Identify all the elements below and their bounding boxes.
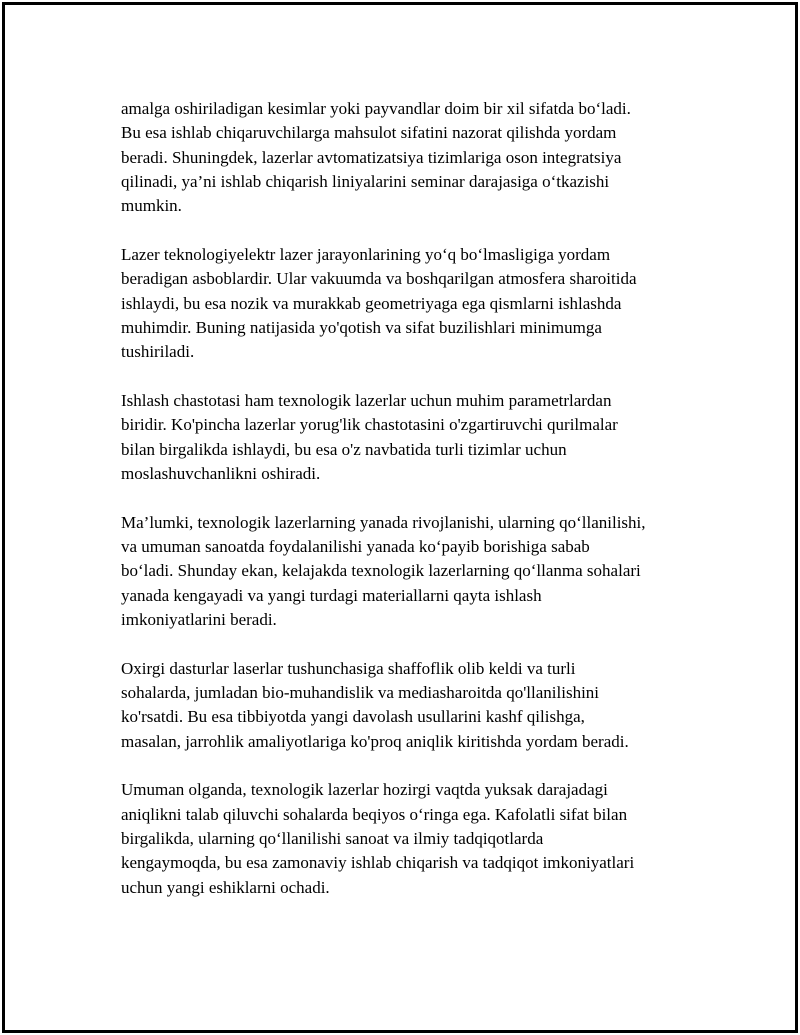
paragraph-4: Ma’lumki, texnologik lazerlarning yanada rivojlanishi, ularning qo‘llanilishi, va umuman sanoatda foydalanilishi yanada ko‘payib borishiga sabab bo‘ladi. Shunday ekan, kelajakda texnologik lazerlarning qo‘llanma sohalari yanada kengayadi va yangi turdagi materiallarni qayta ishlash imkoniyatlarini beradi.	[121, 512, 646, 629]
paragraph-2: Lazer teknologiyelektr lazer jarayonlarining yo‘q bo‘lmasligiga yordam beradigan asboblardir. Ular vakuumda va boshqarilgan atmosfera sharoitida ishlaydi, bu esa nozik va murakkab geometriyaga ega qismlarni ishlashda muhimdir. Buning natijasida yo'qotish va sifat buzilishlari minimumga tushiriladi.	[121, 244, 637, 362]
paragraph-6: Umuman olganda, texnologik lazerlar hozirgi vaqtda yuksak darajadagi aniqlikni talab qiluvchi sohalarda beqiyos o‘ringa ega. Kafolatli sifat bilan birgalikda, ularning qo‘llanilishi sanoat va ilmiy tadqiqotlarda kengaymoqda, bu esa zamonaviy ishlab chiqarish va tadqiqot imkoniyatlari uchun yangi eshiklarni ochadi.	[121, 780, 635, 897]
paragraph-1: amalga oshiriladigan kesimlar yoki payvandlar doim bir xil sifatda bo‘ladi. Bu esa ishlab chiqaruvchilarga mahsulot sifatini nazorat qilishda yordam beradi. Shuningdek, lazerlar avtomatizatsiya tizimlariga oson integratsiya qilinadi, ya’ni ishlab chiqarish liniyalarini seminar darajasiga o‘tkazishi mumkin.	[121, 99, 631, 216]
paragraph-3: Ishlash chastotasi ham texnologik lazerlar uchun muhim parametrlardan biridir. Ko'pincha lazerlar yorug'lik chastotasini o'zgartiruvchi qurilmalar bilan birgalikda ishlaydi, bu esa o'z navbatida turli tizimlar uchun moslashuvchanlikni oshiradi.	[121, 390, 618, 483]
document-page	[2, 2, 798, 1033]
document-body	[121, 97, 701, 924]
paragraph-5: Oxirgi dasturlar laserlar tushunchasiga shaffoflik olib keldi va turli sohalarda, jumladan bio-muhandislik va mediasharoitda qo'llanilishini ko'rsatdi. Bu esa tibbiyotda yangi davolash usullarini kashf qilishga, masalan, jarrohlik amaliyotlariga ko'proq aniqlik kiritishda yordam beradi.	[121, 658, 629, 751]
